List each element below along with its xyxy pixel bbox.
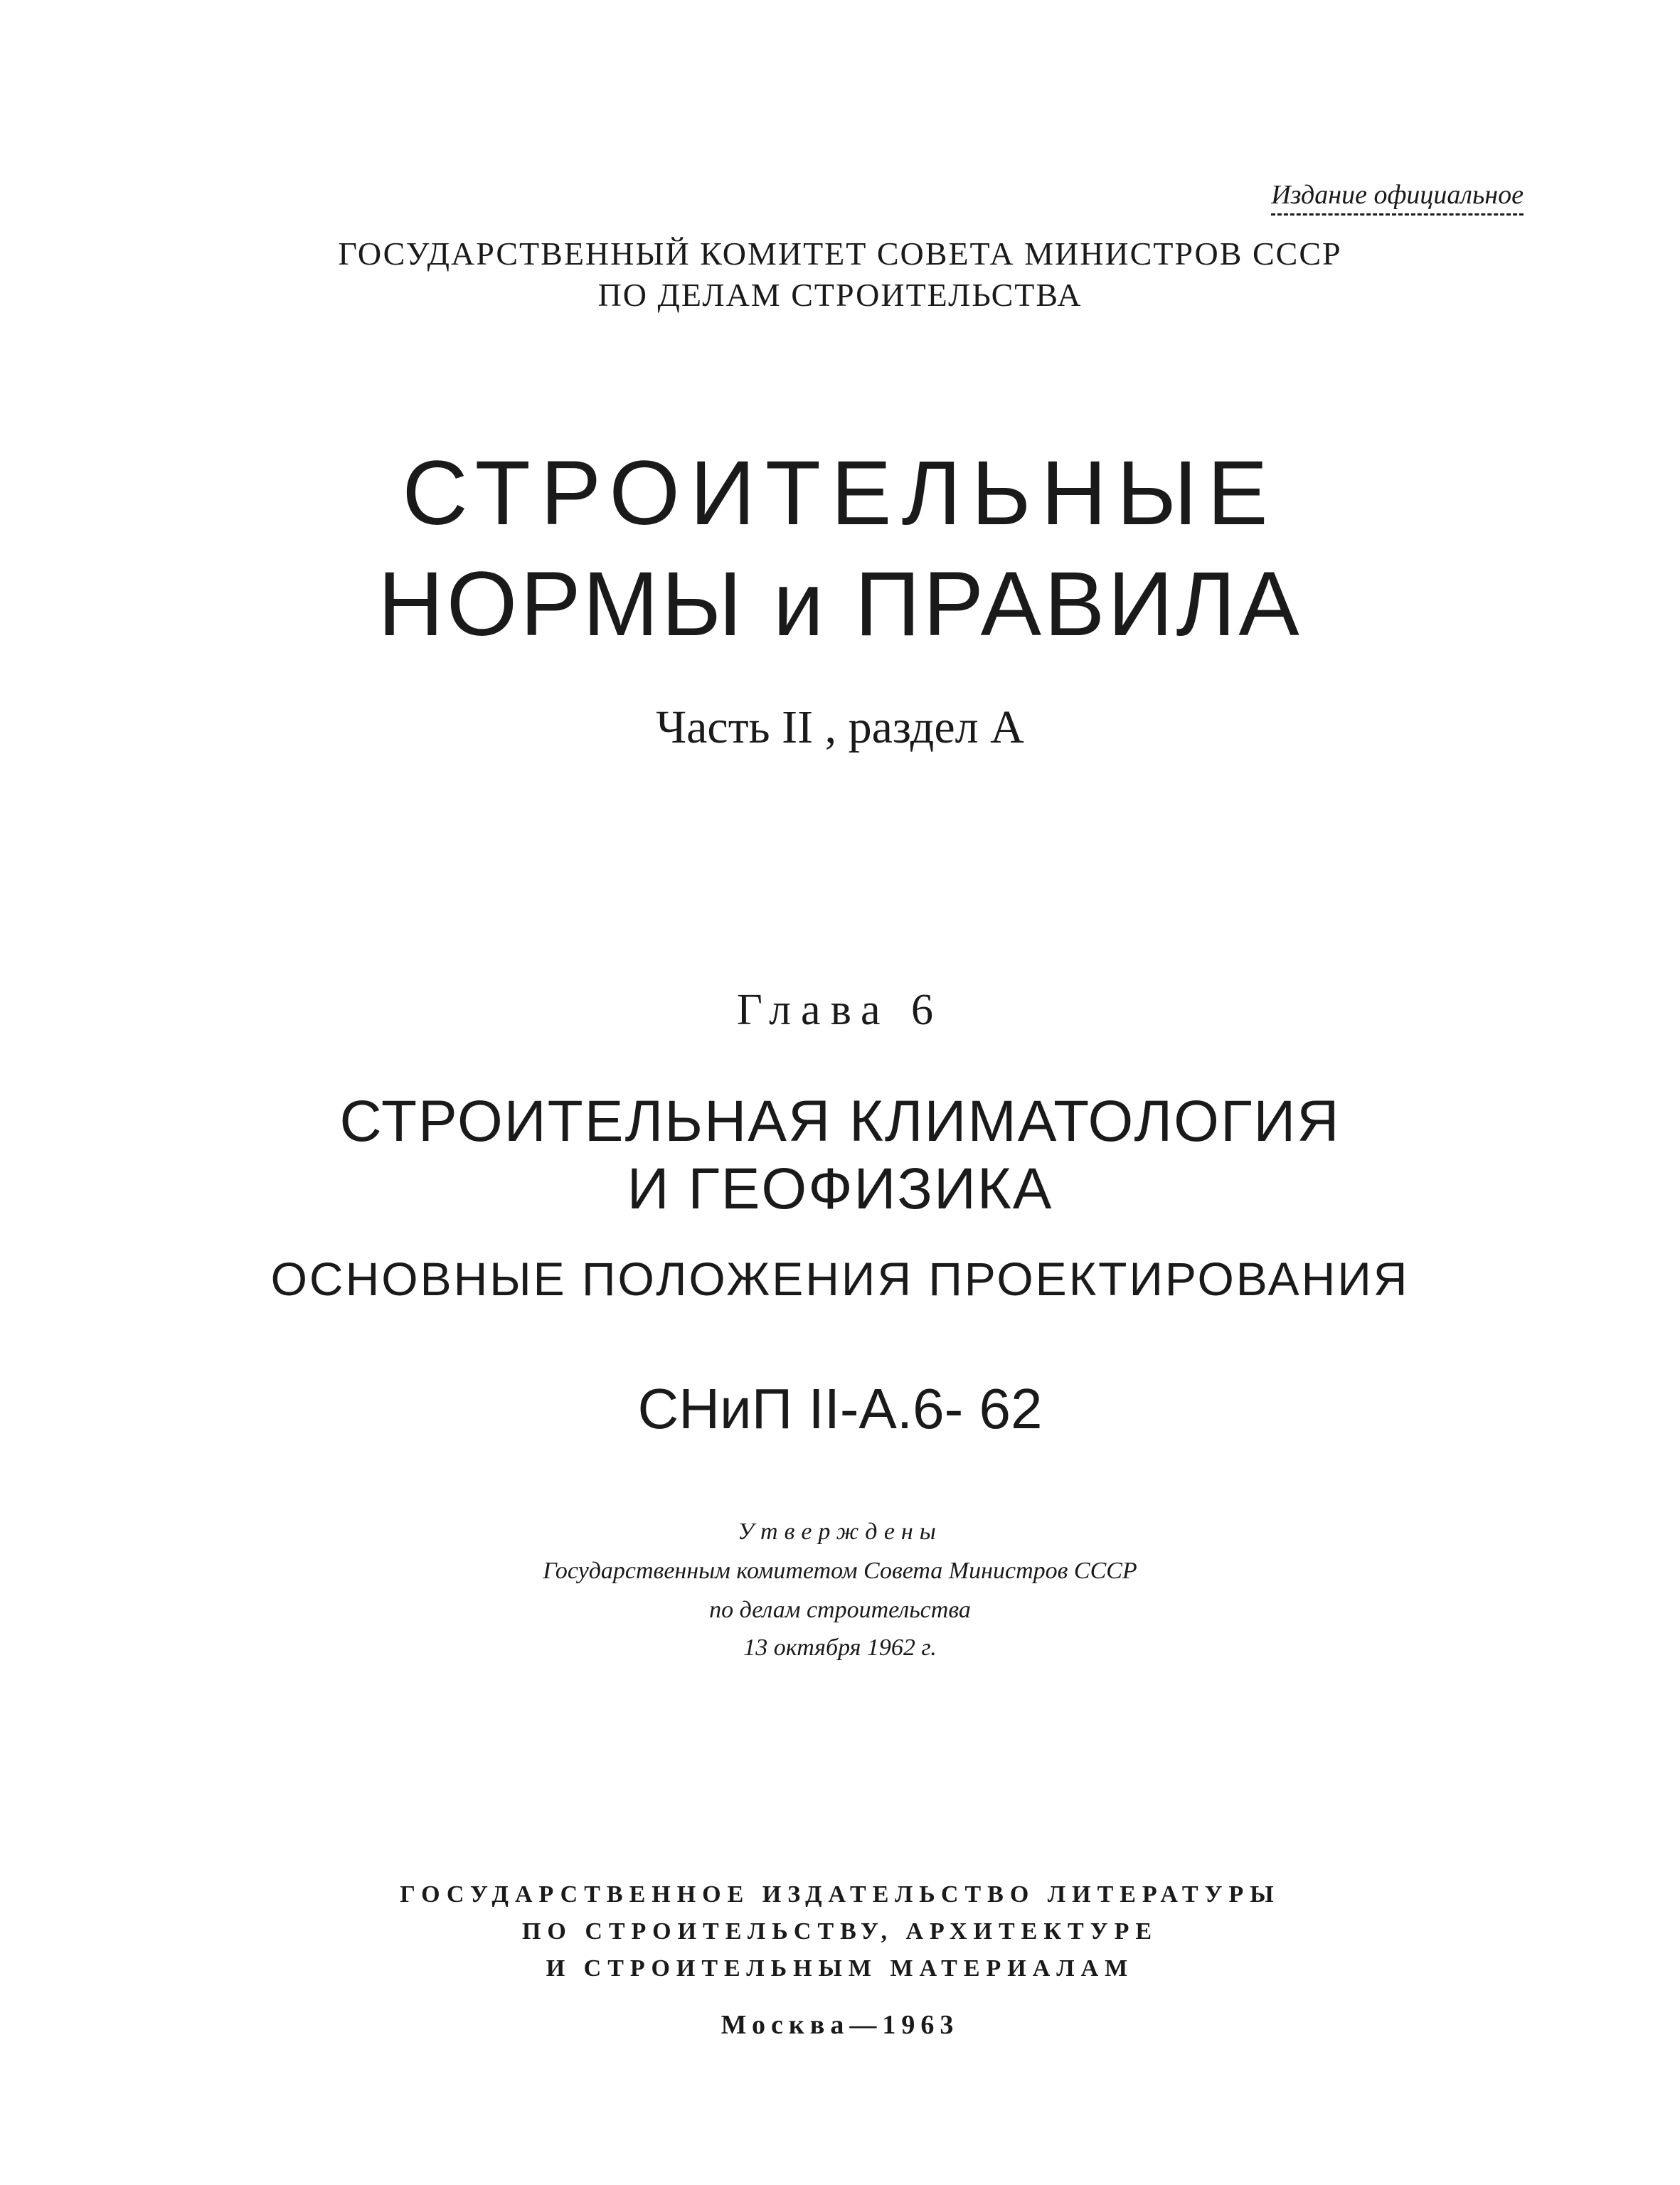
- edition-note: Издание официальное: [1271, 179, 1524, 216]
- committee-line-2: ПО ДЕЛАМ СТРОИТЕЛЬСТВА: [597, 277, 1083, 313]
- approval-line-2: Государственным комитетом Совета Министров СССР: [543, 1558, 1137, 1584]
- publisher-line-2: ПО СТРОИТЕЛЬСТВУ, АРХИТЕКТУРЕ: [521, 1918, 1159, 1945]
- publisher-line-1: ГОСУДАРСТВЕННОЕ ИЗДАТЕЛЬСТВО ЛИТЕРАТУРЫ: [400, 1881, 1280, 1908]
- document-code: СНиП II-А.6- 62: [637, 1377, 1043, 1440]
- chapter-subtitle: ОСНОВНЫЕ ПОЛОЖЕНИЯ ПРОЕКТИРОВАНИЯ: [270, 1253, 1410, 1305]
- chapter-label: Глава 6: [736, 986, 944, 1034]
- approval-line-3: по делам строительства: [709, 1597, 971, 1623]
- city-year: Москва—1963: [721, 2010, 959, 2040]
- chapter-title-line-1: СТРОИТЕЛЬНАЯ КЛИМАТОЛОГИЯ: [339, 1089, 1341, 1154]
- chapter-title-line-2: И ГЕОФИЗИКА: [627, 1157, 1053, 1221]
- publisher-line-3: И СТРОИТЕЛЬНЫМ МАТЕРИАЛАМ: [546, 1955, 1134, 1982]
- part-section: Часть II , раздел А: [656, 701, 1024, 753]
- approval-line-1: Утверждены: [738, 1519, 942, 1545]
- main-title-line-1: СТРОИТЕЛЬНЫЕ: [402, 442, 1278, 544]
- main-title-line-2: НОРМЫ и ПРАВИЛА: [378, 553, 1302, 655]
- committee-line-1: ГОСУДАРСТВЕННЫЙ КОМИТЕТ СОВЕТА МИНИСТРОВ СССР: [338, 235, 1342, 272]
- approval-date: 13 октября 1962 г.: [743, 1634, 937, 1661]
